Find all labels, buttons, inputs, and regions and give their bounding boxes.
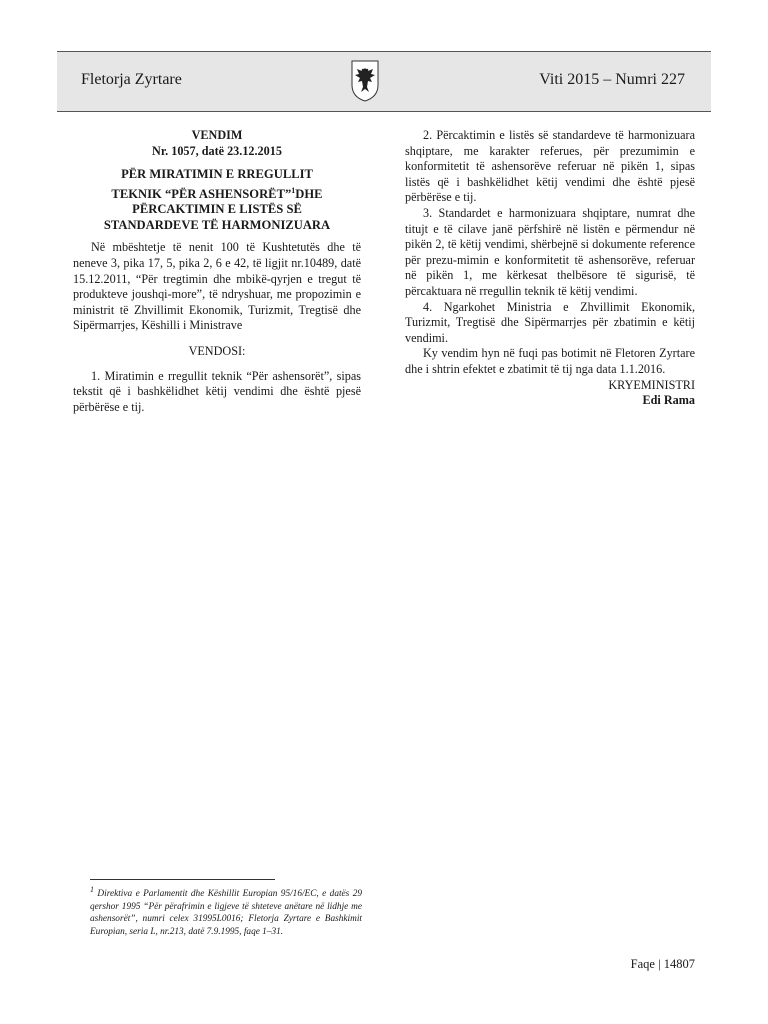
footnote-ref[interactable]: 1 [291, 185, 296, 195]
albanian-coat-of-arms-icon [350, 59, 380, 103]
issue-info: Viti 2015 – Numri 227 [539, 71, 685, 88]
footnote [90, 884, 362, 938]
title-line-2-tail: DHE [295, 186, 323, 201]
footnote-text: Direktiva e Parlamentit dhe Këshillit Europian 95/16/EC, e datës 29 qershor 1995 “Për përafrimin e ligjeve të shteteve anëtare në lidhje me ashensorët”, numri celex 31995L0016; Fletorja Zyrtare e Bashkimit Europian, seria L, nr.213, datë 7.9.1995, faqe 1–31. [90, 889, 362, 937]
publication-name: Fletorja Zyrtare [81, 71, 182, 88]
title-line-2 [73, 183, 361, 203]
signer-title: KRYEMINISTRI [608, 377, 695, 392]
decision-heading: VENDIM [191, 128, 243, 142]
title-line-2-text: TEKNIK “PËR ASHENSORËT” [111, 186, 292, 201]
point-1: 1. Miratimin e rregullit teknik “Për ashensorët”, sipas tekstit që i bashkëlidhet këtij vendimi dhe është pjesë përbërëse e tij. [73, 368, 361, 414]
page-label: Faqe [630, 957, 655, 971]
decided-heading: VENDOSI: [188, 343, 246, 358]
footnote-marker: 1 [90, 885, 94, 894]
right-column [405, 128, 695, 409]
point-4: 4. Ngarkohet Ministria e Zhvillimit Ekonomik, Turizmit, Tregtisë dhe Sipërmarrjes për zbatimin e këtij vendimi. [405, 299, 695, 345]
decision-number: Nr. 1057, datë 23.12.2015 [152, 143, 282, 158]
closing-paragraph: Ky vendim hyn në fuqi pas botimit në Fletoren Zyrtare dhe i shtrin efektet e zbatimit të tij nga data 1.1.2016. [405, 346, 695, 376]
point-2: 2. Përcaktimin e listës së standardeve të harmonizuara shqiptare, me karakter referues, për prezumimin e konformitetit të ashensorëve referuar në pikën 1, sipas listës që i bashkëlidhet këtij vendimi dhe është pjesë përbërëse e tij. [405, 128, 695, 205]
decision-title [73, 167, 361, 233]
title-line-3: PËRCAKTIMIN E LISTËS SË [132, 202, 302, 217]
page-number [631, 957, 695, 972]
footnote-divider [90, 879, 275, 880]
intro-paragraph: Në mbështetje të nenit 100 të Kushtetutës dhe të neneve 3, pika 17, 5, pika 2, 6 e 42, të ligjit nr.10489, datë 15.12.2011, “Për tregtimin dhe mbikë-qyrjen e tregut të produkteve joushqi-more”, të ndryshuar, me propozimin e ministrit të Zhvillimit Ekonomik, Turizmit, Tregtisë dhe Sipërmarrjes, Këshilli i Ministrave [73, 240, 361, 333]
masthead [57, 51, 711, 112]
point-3: 3. Standardet e harmonizuara shqiptare, numrat dhe titujt e të cilave janë përfshirë në listën e përmendur në pikën 2, të këtij vendimi, shërbejnë si dokumente reference për prezu-mimin e konformitetit të ashensorëve, referuar në pikën 1, me kërkesat thelbësore të sigurisë, të përcaktuara në rregullin teknik të këtij vendimi. [405, 205, 695, 298]
page-separator: | [658, 957, 661, 971]
page-number-value: 14807 [663, 957, 695, 971]
left-column [73, 128, 361, 415]
title-line-4: STANDARDEVE TË HARMONIZUARA [103, 217, 331, 232]
title-line-1: PËR MIRATIMIN E RREGULLIT [121, 167, 313, 182]
signer-name: Edi Rama [642, 393, 695, 408]
